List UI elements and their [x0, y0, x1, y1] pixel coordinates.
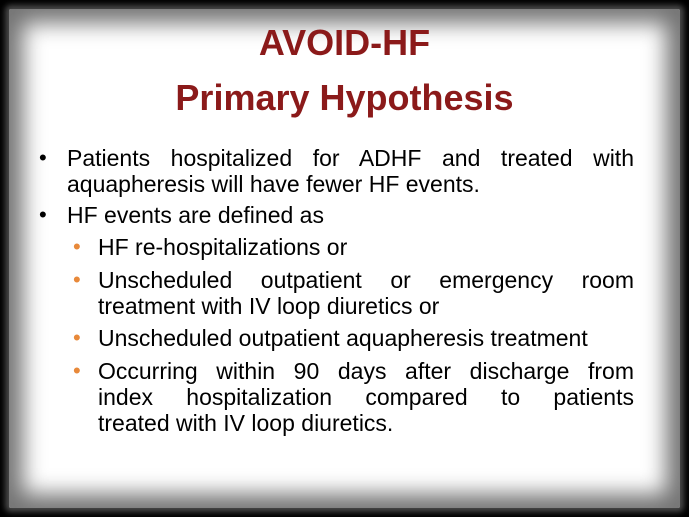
sub-bullet-text: [98, 358, 634, 436]
sub-bullet-text: [98, 234, 634, 260]
bullet-line: aquapheresis will have fewer HF events.: [67, 171, 480, 197]
bullet-text: [67, 145, 634, 197]
bullet-dot-icon: •: [39, 202, 47, 227]
sub-bullet-text: [98, 325, 634, 351]
sub-bullet-text: [98, 267, 634, 319]
bullet-line: HF events are defined as: [67, 202, 324, 228]
sub-bullet-dot-icon: •: [73, 358, 81, 383]
slide: [9, 9, 680, 508]
bullet-line: Occurring within 90 days after discharge from: [98, 358, 634, 384]
sub-bullet-dot-icon: •: [73, 234, 81, 259]
bullet-text: [67, 202, 634, 228]
sub-bullet-dot-icon: •: [73, 325, 81, 350]
bullet-line: treatment with IV loop diuretics or: [98, 293, 440, 319]
bullet-line: Unscheduled outpatient or emergency room: [98, 267, 634, 293]
bullet-line: treated with IV loop diuretics.: [98, 410, 394, 436]
bullet-line: Patients hospitalized for ADHF and treated with: [67, 145, 634, 171]
slide-subtitle: Primary Hypothesis: [175, 77, 514, 118]
sub-bullet-dot-icon: •: [73, 267, 81, 292]
bullet-line: index hospitalization compared to patients: [98, 384, 634, 410]
bullet-line: HF re-hospitalizations or: [98, 234, 348, 260]
bullet-line: Unscheduled outpatient aquapheresis treatment: [98, 325, 588, 351]
bullet-dot-icon: •: [39, 145, 47, 170]
slide-body: [9, 9, 680, 508]
slide-title: AVOID-HF: [258, 22, 431, 63]
